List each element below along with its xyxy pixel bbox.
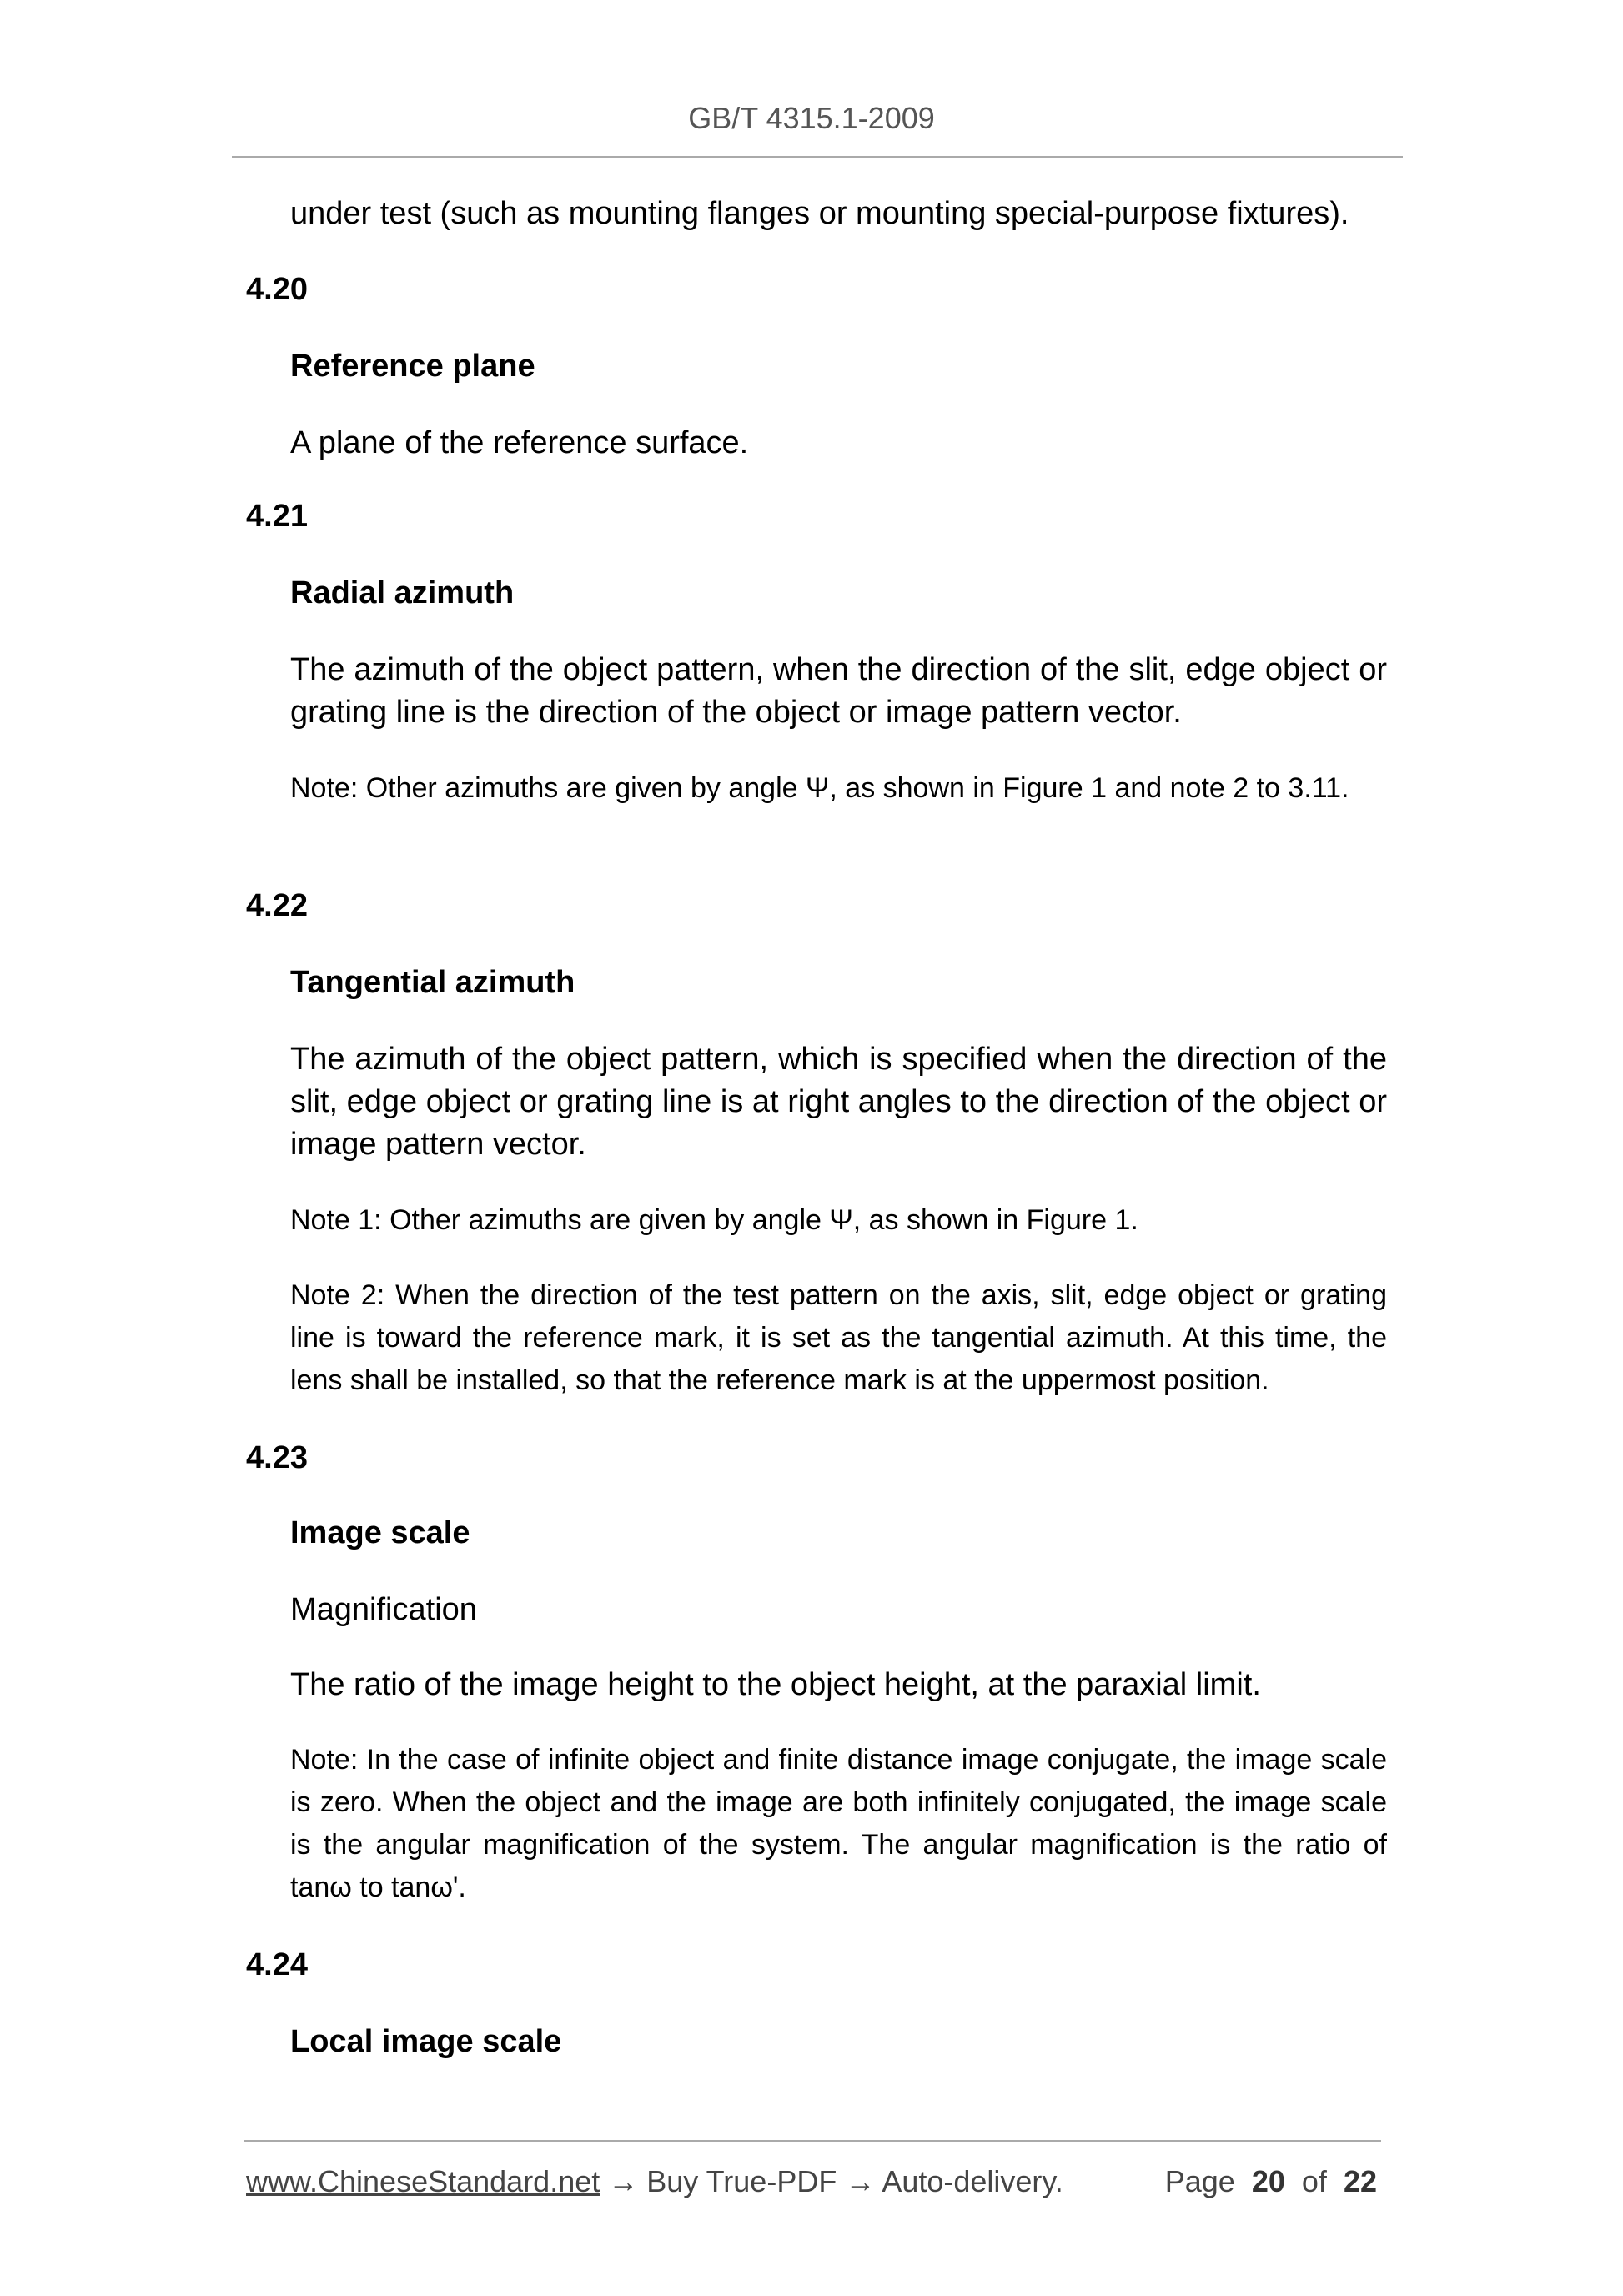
section-term: Tangential azimuth [290, 965, 575, 1000]
section-number: 4.20 [246, 272, 308, 307]
section-number: 4.24 [246, 1947, 308, 1982]
section-term: Image scale [290, 1515, 470, 1550]
section-note: Note 2: When the direction of the test pattern on the axis, slit, edge object or grating line is toward the reference mark, it is set as the tangential azimuth. At this time, the lens shall be installed, so that the reference mark is at the uppermost position. [290, 1279, 1387, 1396]
section-number: 4.21 [246, 499, 308, 534]
footer-divider [244, 2140, 1381, 2142]
section-number: 4.22 [246, 888, 308, 923]
page-indicator [1165, 2160, 1377, 2203]
section-term: Local image scale [290, 2024, 562, 2059]
section-note: Note: Other azimuths are given by angle Ψ, as shown in Figure 1 and note 2 to 3.11. [290, 772, 1349, 804]
section-number: 4.23 [246, 1440, 308, 1475]
section-note: Note 1: Other azimuths are given by angle Ψ, as shown in Figure 1. [290, 1204, 1138, 1236]
header-divider [232, 156, 1403, 158]
document-header-title: GB/T 4315.1-2009 [688, 101, 935, 135]
section-definition: The ratio of the image height to the object height, at the paraxial limit. [290, 1667, 1261, 1702]
website-link[interactable]: www.ChineseStandard.net [246, 2164, 600, 2198]
page-label: Page [1164, 2164, 1235, 2198]
section-synonym: Magnification [290, 1592, 477, 1627]
page-total: 22 [1343, 2164, 1377, 2198]
section-definition: A plane of the reference surface. [290, 425, 749, 460]
section-note: Note: In the case of infinite object and finite distance image conjugate, the image scale is zero. When the object and the image are both infinitely conjugated, the image scale is the angular magnification of the system. The angular magnification is the ratio of tanω to tanω'. [290, 1744, 1387, 1903]
of-label: of [1301, 2164, 1327, 2198]
continuation-text: under test (such as mounting flanges or mounting special-purpose fixtures). [290, 196, 1349, 231]
section-term: Radial azimuth [290, 575, 515, 610]
footer-promo [246, 2160, 1063, 2203]
section-definition: The azimuth of the object pattern, which is specified when the direction of the slit, edge object or grating line is at right angles to the direction of the object or image pattern vector. [290, 1042, 1387, 1162]
section-definition: The azimuth of the object pattern, when the direction of the slit, edge object or grating line is the direction of the object or image pattern vector. [290, 652, 1387, 730]
section-term: Reference plane [290, 349, 535, 384]
page-current: 20 [1251, 2164, 1285, 2198]
footer-promo-text: → Buy True-PDF → Auto-delivery. [600, 2164, 1063, 2198]
